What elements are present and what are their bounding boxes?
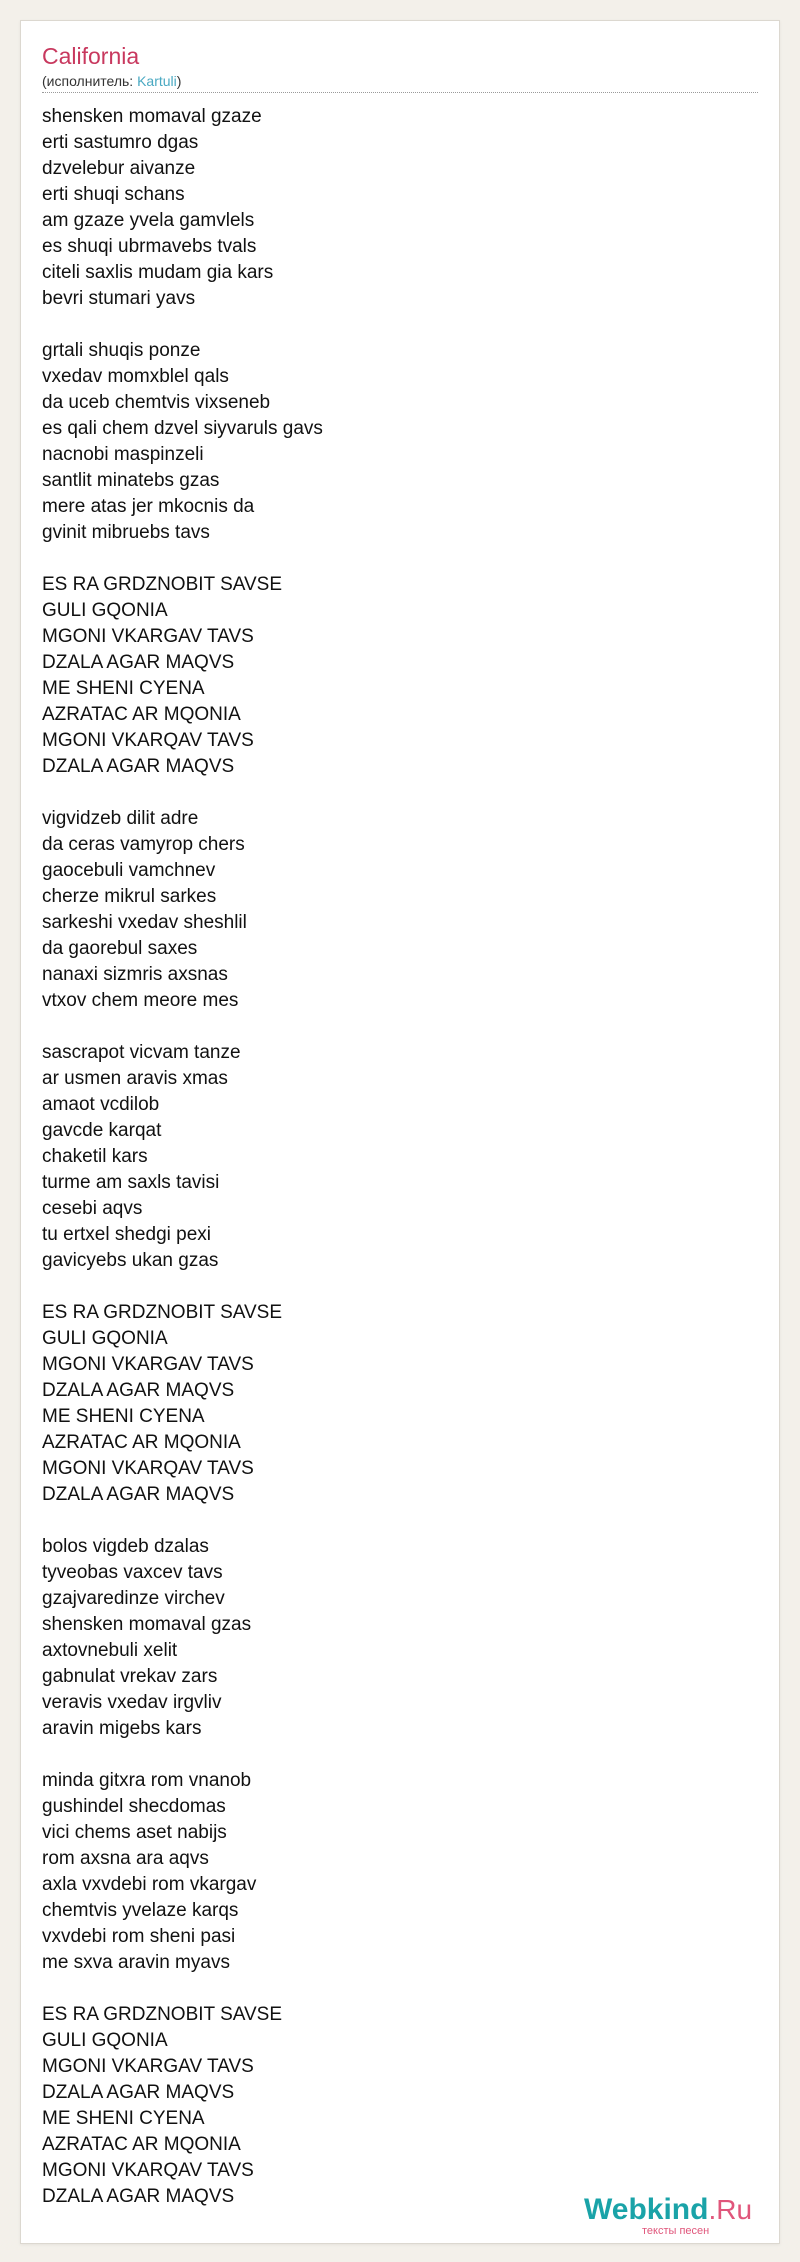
lyrics-line: aravin migebs kars [42, 1718, 202, 1739]
lyrics-stanza [42, 104, 742, 312]
lyrics-line: axtovnebuli xelit [42, 1640, 178, 1661]
lyrics-line: da ceras vamyrop chers [42, 834, 245, 855]
lyrics-line: ME SHENI CYENA [42, 678, 205, 699]
lyrics-line: cesebi aqvs [42, 1198, 143, 1219]
lyrics-line: AZRATAC AR MQONIA [42, 704, 241, 725]
lyrics-line: dzvelebur aivanze [42, 158, 196, 179]
lyrics-line: shensken momaval gzas [42, 1614, 252, 1635]
lyrics-line: ES RA GRDZNOBIT SAVSE [42, 1302, 283, 1323]
lyrics-line: da uceb chemtvis vixseneb [42, 392, 271, 413]
lyrics-line: amaot vcdilob [42, 1094, 160, 1115]
lyrics-line: MGONI VKARGAV TAVS [42, 2056, 254, 2077]
lyrics-card [20, 20, 780, 2244]
logo-main-text: Webkind [584, 2193, 709, 2226]
lyrics-line: es shuqi ubrmavebs tvals [42, 236, 257, 257]
lyrics-stanza [42, 1300, 742, 1508]
lyrics-line: DZALA AGAR MAQVS [42, 1380, 235, 1401]
lyrics-stanza [42, 1768, 742, 1976]
lyrics-line: gzajvaredinze virchev [42, 1588, 225, 1609]
lyrics-line: da gaorebul saxes [42, 938, 198, 959]
lyrics-stanza [42, 1040, 742, 1274]
lyrics-line: ar usmen aravis xmas [42, 1068, 228, 1089]
lyrics-line: MGONI VKARGAV TAVS [42, 1354, 254, 1375]
lyrics-line: MGONI VKARQAV TAVS [42, 730, 254, 751]
lyrics-line: gavicyebs ukan gzas [42, 1250, 219, 1271]
performer-line [42, 73, 181, 90]
lyrics-line: ME SHENI CYENA [42, 2108, 205, 2129]
lyrics-line: me sxva aravin myavs [42, 1952, 230, 1973]
lyrics-line: vtxov chem meore mes [42, 990, 239, 1011]
lyrics-line: ME SHENI CYENA [42, 1406, 205, 1427]
lyrics-line: minda gitxra rom vnanob [42, 1770, 252, 1791]
webkind-logo[interactable] [584, 2193, 794, 2243]
lyrics-line: gabnulat vrekav zars [42, 1666, 218, 1687]
lyrics-stanza [42, 806, 742, 1014]
song-title: California [42, 43, 140, 69]
lyrics-line: cherze mikrul sarkes [42, 886, 217, 907]
lyrics-line: vxvdebi rom sheni pasi [42, 1926, 236, 1947]
lyrics-line: ES RA GRDZNOBIT SAVSE [42, 574, 283, 595]
lyrics-line: rom axsna ara aqvs [42, 1848, 209, 1869]
logo-tagline: тексты песен [642, 2225, 710, 2237]
lyrics-line: MGONI VKARGAV TAVS [42, 626, 254, 647]
lyrics-line: erti sastumro dgas [42, 132, 199, 153]
lyrics-line: vxedav momxblel qals [42, 366, 229, 387]
lyrics-line: nanaxi sizmris axsnas [42, 964, 228, 985]
lyrics-line: bevri stumari yavs [42, 288, 196, 309]
lyrics-line: DZALA AGAR MAQVS [42, 652, 235, 673]
logo-wordmark [584, 2193, 794, 2227]
lyrics-line: shensken momaval gzaze [42, 106, 262, 127]
performer-link[interactable]: Kartuli [137, 73, 177, 89]
lyrics-line: axla vxvdebi rom vkargav [42, 1874, 257, 1895]
logo-tld: .Ru [708, 2194, 753, 2225]
lyrics-line: MGONI VKARQAV TAVS [42, 2160, 254, 2181]
lyrics-line: es qali chem dzvel siyvaruls gavs [42, 418, 323, 439]
lyrics-line: veravis vxedav irgvliv [42, 1692, 222, 1713]
lyrics-line: sascrapot vicvam tanze [42, 1042, 241, 1063]
lyrics-line: santlit minatebs gzas [42, 470, 220, 491]
lyrics-line: grtali shuqis ponze [42, 340, 201, 361]
lyrics-line: MGONI VKARQAV TAVS [42, 1458, 254, 1479]
lyrics-line: GULI GQONIA [42, 1328, 168, 1349]
lyrics-line: vigvidzeb dilit adre [42, 808, 199, 829]
performer-suffix: ) [176, 73, 182, 89]
title-divider [42, 92, 758, 93]
lyrics-line: tu ertxel shedgi pexi [42, 1224, 211, 1245]
lyrics-line: mere atas jer mkocnis da [42, 496, 255, 517]
lyrics-line: AZRATAC AR MQONIA [42, 2134, 241, 2155]
lyrics-line: sarkeshi vxedav sheshlil [42, 912, 247, 933]
lyrics-line: GULI GQONIA [42, 600, 168, 621]
lyrics-line: tyveobas vaxcev tavs [42, 1562, 223, 1583]
lyrics-line: am gzaze yvela gamvlels [42, 210, 255, 231]
lyrics-line: GULI GQONIA [42, 2030, 168, 2051]
lyrics-stanza [42, 572, 742, 780]
lyrics-stanza [42, 1534, 742, 1742]
lyrics-line: citeli saxlis mudam gia kars [42, 262, 274, 283]
lyrics-line: ES RA GRDZNOBIT SAVSE [42, 2004, 283, 2025]
lyrics-line: bolos vigdeb dzalas [42, 1536, 209, 1557]
lyrics-line: erti shuqi schans [42, 184, 185, 205]
lyrics-line: gvinit mibruebs tavs [42, 522, 210, 543]
lyrics-line: nacnobi maspinzeli [42, 444, 204, 465]
lyrics-line: DZALA AGAR MAQVS [42, 1484, 235, 1505]
lyrics-line: DZALA AGAR MAQVS [42, 2082, 235, 2103]
lyrics-stanza [42, 2002, 742, 2210]
lyrics-line: gaocebuli vamchnev [42, 860, 216, 881]
lyrics-line: chemtvis yvelaze karqs [42, 1900, 239, 1921]
lyrics-line: DZALA AGAR MAQVS [42, 2186, 235, 2207]
lyrics-stanza [42, 338, 742, 546]
lyrics-line: chaketil kars [42, 1146, 148, 1167]
lyrics-line: AZRATAC AR MQONIA [42, 1432, 241, 1453]
lyrics-line: vici chems aset nabijs [42, 1822, 227, 1843]
lyrics-line: gavcde karqat [42, 1120, 162, 1141]
lyrics-line: gushindel shecdomas [42, 1796, 226, 1817]
lyrics-line: turme am saxls tavisi [42, 1172, 220, 1193]
performer-prefix: (исполнитель: [42, 73, 138, 89]
lyrics-line: DZALA AGAR MAQVS [42, 756, 235, 777]
lyrics-body [42, 104, 742, 2236]
